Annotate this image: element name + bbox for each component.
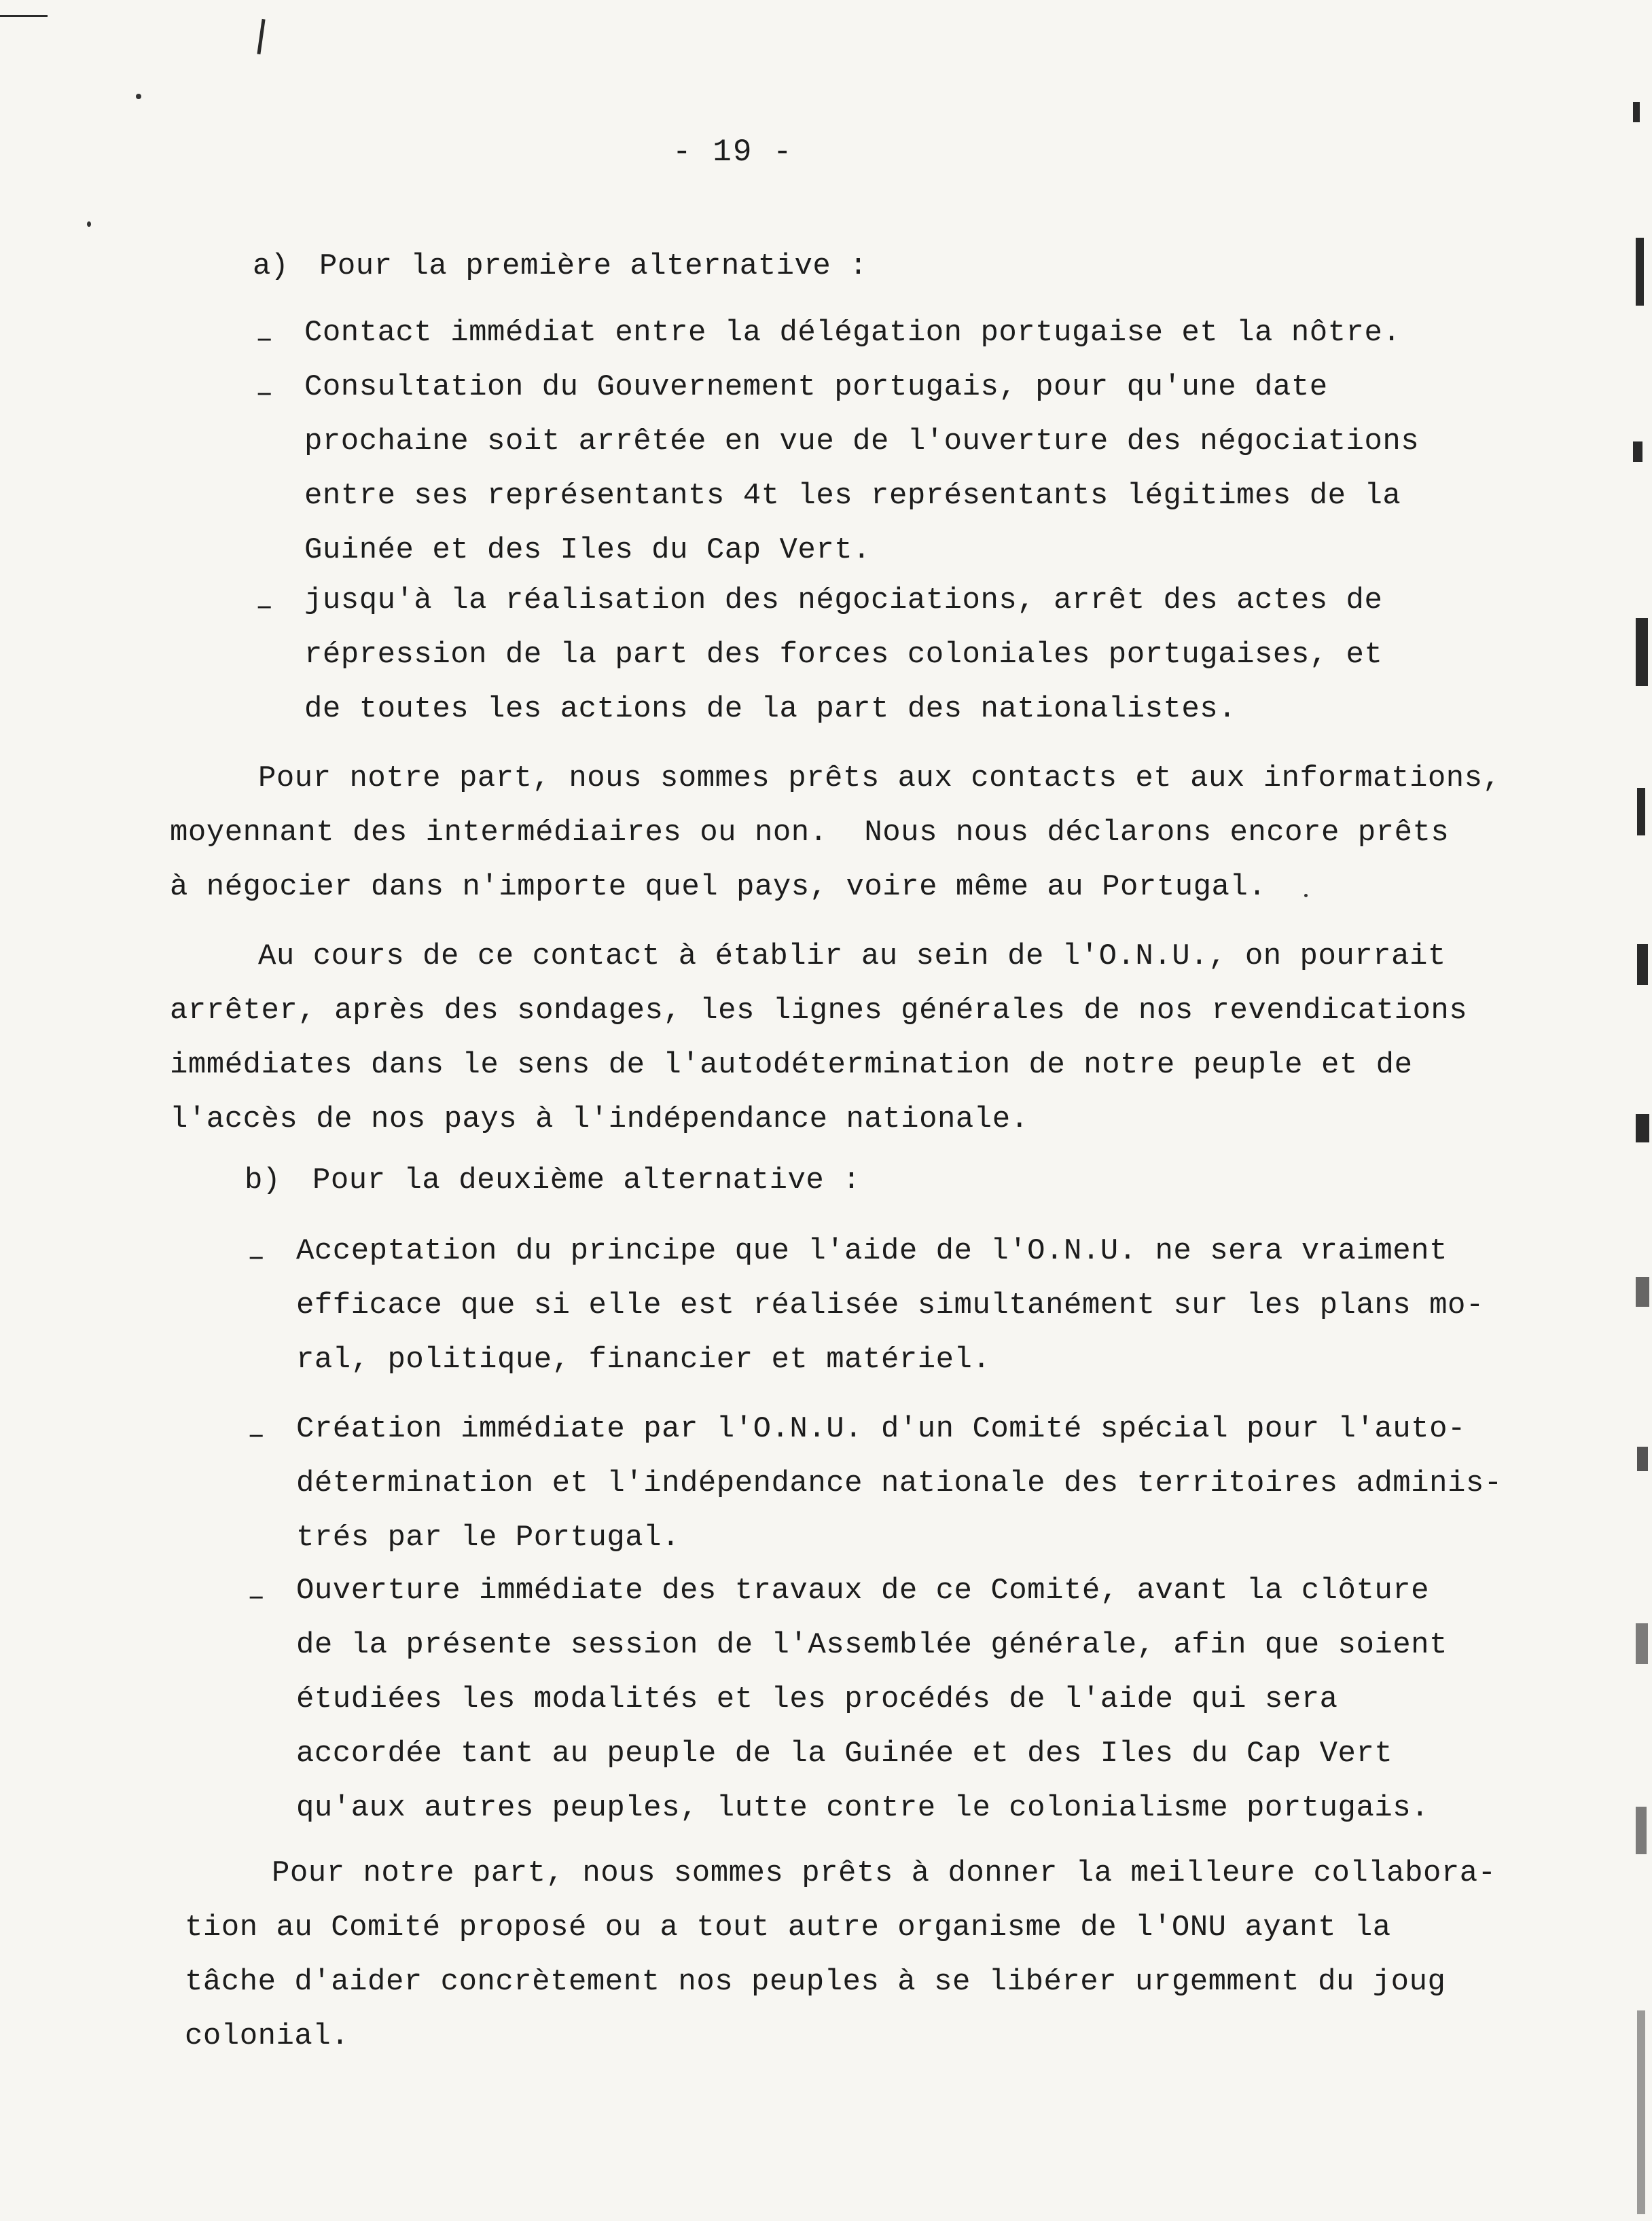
scan-speck: [136, 94, 141, 99]
list-item-continuation: entre ses représentants 4t les représentants légitimes de la: [304, 479, 1401, 513]
list-item: Acceptation du principe que l'aide de l'O.N.U. ne sera vraiment: [296, 1234, 1448, 1268]
list-bullet: –: [247, 1581, 266, 1614]
paragraph-2-line: immédiates dans le sens de l'autodétermination de notre peuple et de: [170, 1048, 1413, 1082]
scan-mark: [257, 19, 265, 54]
list-bullet: –: [255, 377, 274, 411]
scan-edge-mark: [1636, 1114, 1649, 1142]
list-item-continuation: répression de la part des forces coloniales portugaises, et: [304, 638, 1383, 672]
list-item: Ouverture immédiate des travaux de ce Comité, avant la clôture: [296, 1574, 1430, 1608]
paragraph-2-line: arrêter, après des sondages, les lignes générales de nos revendications: [170, 994, 1468, 1028]
scan-edge-mark: [1636, 238, 1644, 306]
list-item-continuation: de la présente session de l'Assemblée générale, afin que soient: [296, 1628, 1448, 1662]
paragraph-3-line: colonial.: [185, 2019, 350, 2053]
list-item: Consultation du Gouvernement portugais, pour qu'une date: [304, 370, 1328, 404]
paragraph-2-line: l'accès de nos pays à l'indépendance nationale.: [170, 1102, 1029, 1136]
scan-edge-mark: [1636, 1623, 1648, 1664]
list-item: Création immédiate par l'O.N.U. d'un Comité spécial pour l'auto-: [296, 1412, 1466, 1446]
section-a-heading: Pour la première alternative :: [319, 249, 868, 283]
section-b-heading: Pour la deuxième alternative :: [312, 1163, 861, 1197]
scan-edge-mark: [1637, 1447, 1648, 1471]
list-item-continuation: ral, politique, financier et matériel.: [296, 1343, 991, 1377]
paragraph-3-line: tion au Comité proposé ou a tout autre organisme de l'ONU ayant la: [185, 1911, 1391, 1945]
list-item-continuation: détermination et l'indépendance nationale des territoires adminis-: [296, 1466, 1503, 1500]
list-item-continuation: étudiées les modalités et les procédés de l'aide qui sera: [296, 1682, 1338, 1716]
paragraph-3-line: Pour notre part, nous sommes prêts à donner la meilleure collabora-: [272, 1856, 1496, 1890]
paragraph-1-line: Pour notre part, nous sommes prêts aux contacts et aux informations,: [258, 761, 1501, 795]
list-bullet: –: [255, 590, 274, 624]
list-bullet: –: [247, 1419, 266, 1453]
paragraph-1-line: moyennant des intermédiaires ou non. Nous nous déclarons encore prêts: [170, 816, 1450, 850]
scan-speck: [1304, 894, 1308, 897]
scan-edge-mark: [1636, 618, 1648, 686]
section-a-label: a): [253, 249, 289, 283]
list-item-continuation: Guinée et des Iles du Cap Vert.: [304, 533, 872, 567]
section-b-label: b): [245, 1163, 281, 1197]
list-item: Contact immédiat entre la délégation portugaise et la nôtre.: [304, 316, 1401, 350]
scan-edge-mark: [1637, 944, 1648, 985]
scan-edge-mark: [1637, 788, 1645, 835]
scan-edge-mark: [1636, 1277, 1649, 1307]
scan-edge-mark: [1633, 102, 1640, 122]
paragraph-2-line: Au cours de ce contact à établir au sein de l'O.N.U., on pourrait: [258, 939, 1446, 973]
list-item-continuation: accordée tant au peuple de la Guinée et des Iles du Cap Vert: [296, 1737, 1393, 1771]
list-item: jusqu'à la réalisation des négociations, arrêt des actes de: [304, 583, 1383, 617]
scan-edge-mark: [1633, 441, 1642, 462]
scan-edge-mark: [1636, 1807, 1647, 1854]
list-bullet: –: [255, 323, 274, 357]
scan-speck: [87, 221, 91, 227]
scan-edge-mark: [1637, 2010, 1645, 2214]
scan-mark: [0, 15, 48, 17]
list-item-continuation: de toutes les actions de la part des nationalistes.: [304, 692, 1237, 726]
paragraph-1-line: à négocier dans n'importe quel pays, voire même au Portugal.: [170, 870, 1267, 904]
list-item-continuation: prochaine soit arrêtée en vue de l'ouverture des négociations: [304, 425, 1420, 458]
list-item-continuation: trés par le Portugal.: [296, 1521, 680, 1555]
paragraph-3-line: tâche d'aider concrètement nos peuples à se libérer urgemment du joug: [185, 1965, 1446, 1999]
list-item-continuation: efficace que si elle est réalisée simultanément sur les plans mo-: [296, 1288, 1484, 1322]
list-item-continuation: qu'aux autres peuples, lutte contre le colonialisme portugais.: [296, 1791, 1430, 1825]
list-bullet: –: [247, 1241, 266, 1275]
page-number: - 19 -: [672, 134, 793, 170]
